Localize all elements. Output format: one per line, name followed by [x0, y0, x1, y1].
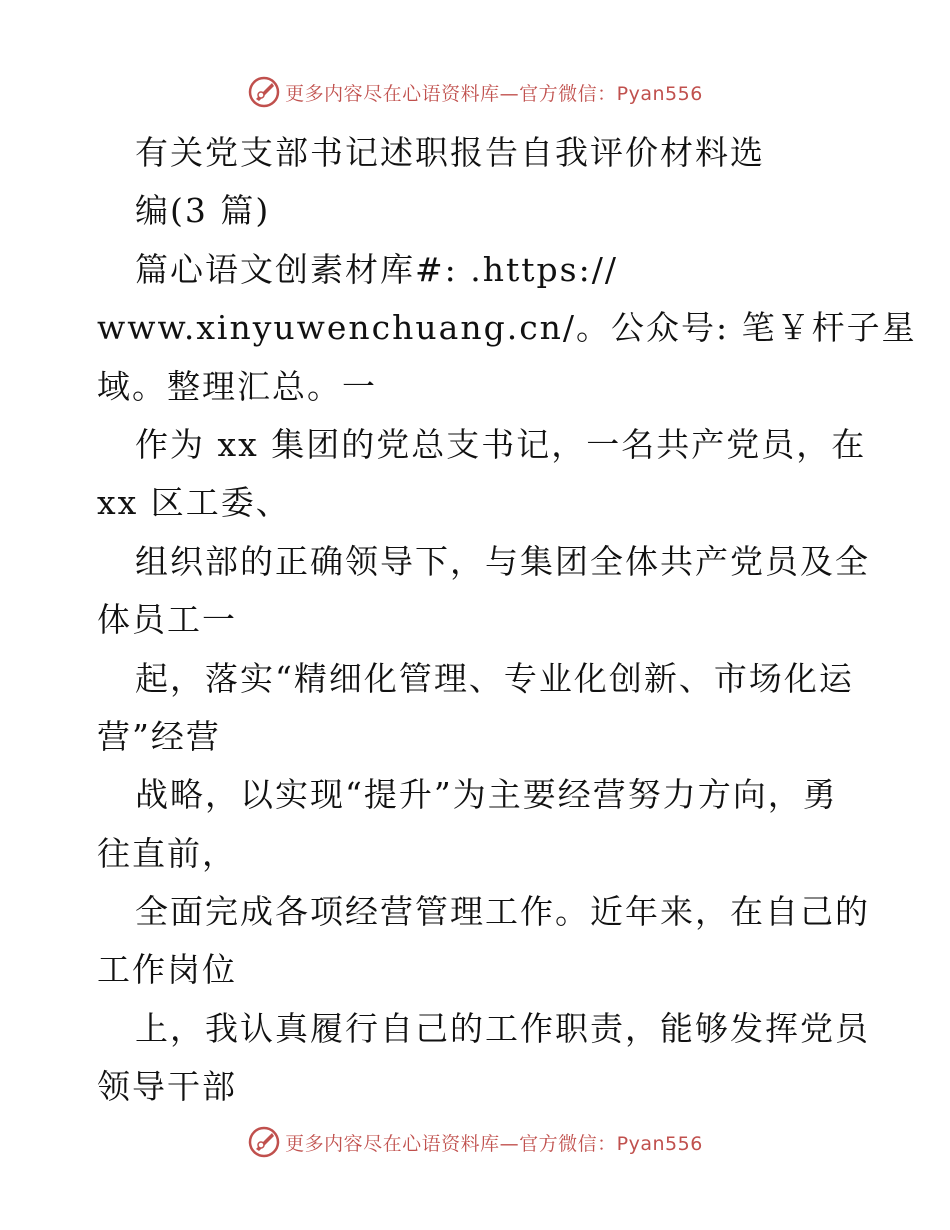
text-line: 工作岗位 [97, 950, 237, 990]
text-line: 全面完成各项经营管理工作。近年来，在自己的 [135, 892, 870, 932]
text-line: xx 区工委、 [97, 483, 291, 523]
header-banner [0, 72, 950, 112]
logo-icon [247, 75, 281, 109]
text-line: www.xinyuwenchuang.cn/。公众号: 笔￥杆子星 [97, 308, 917, 348]
banner-text: 更多内容尽在心语资料库—官方微信：Pyan556 [285, 1132, 703, 1155]
text-line: 篇心语文创素材库#: .https:// [135, 249, 618, 289]
text-line: 编(3 篇) [135, 191, 271, 231]
text-line: 领导干部 [97, 1067, 237, 1107]
text-line: 域。整理汇总。一 [97, 366, 377, 406]
text-line: 体员工一 [97, 600, 237, 640]
text-line: 组织部的正确领导下，与集团全体共产党员及全 [135, 541, 870, 581]
text-line: 起，落实“精细化管理、专业化创新、市场化运 [135, 658, 854, 698]
footer-banner [0, 1122, 950, 1162]
text-line: 上，我认真履行自己的工作职责，能够发挥党员 [135, 1008, 870, 1048]
text-line: 作为 xx 集团的党总支书记，一名共产党员，在 [135, 424, 867, 464]
text-line: 往直前， [97, 833, 237, 873]
document-body [97, 124, 917, 1117]
banner-text: 更多内容尽在心语资料库—官方微信：Pyan556 [285, 82, 703, 105]
text-line: 营”经营 [97, 716, 221, 756]
text-line: 战略，以实现“提升”为主要经营努力方向，勇 [135, 775, 838, 815]
text-line: 有关党支部书记述职报告自我评价材料选 [135, 133, 765, 172]
logo-icon [247, 1125, 281, 1159]
